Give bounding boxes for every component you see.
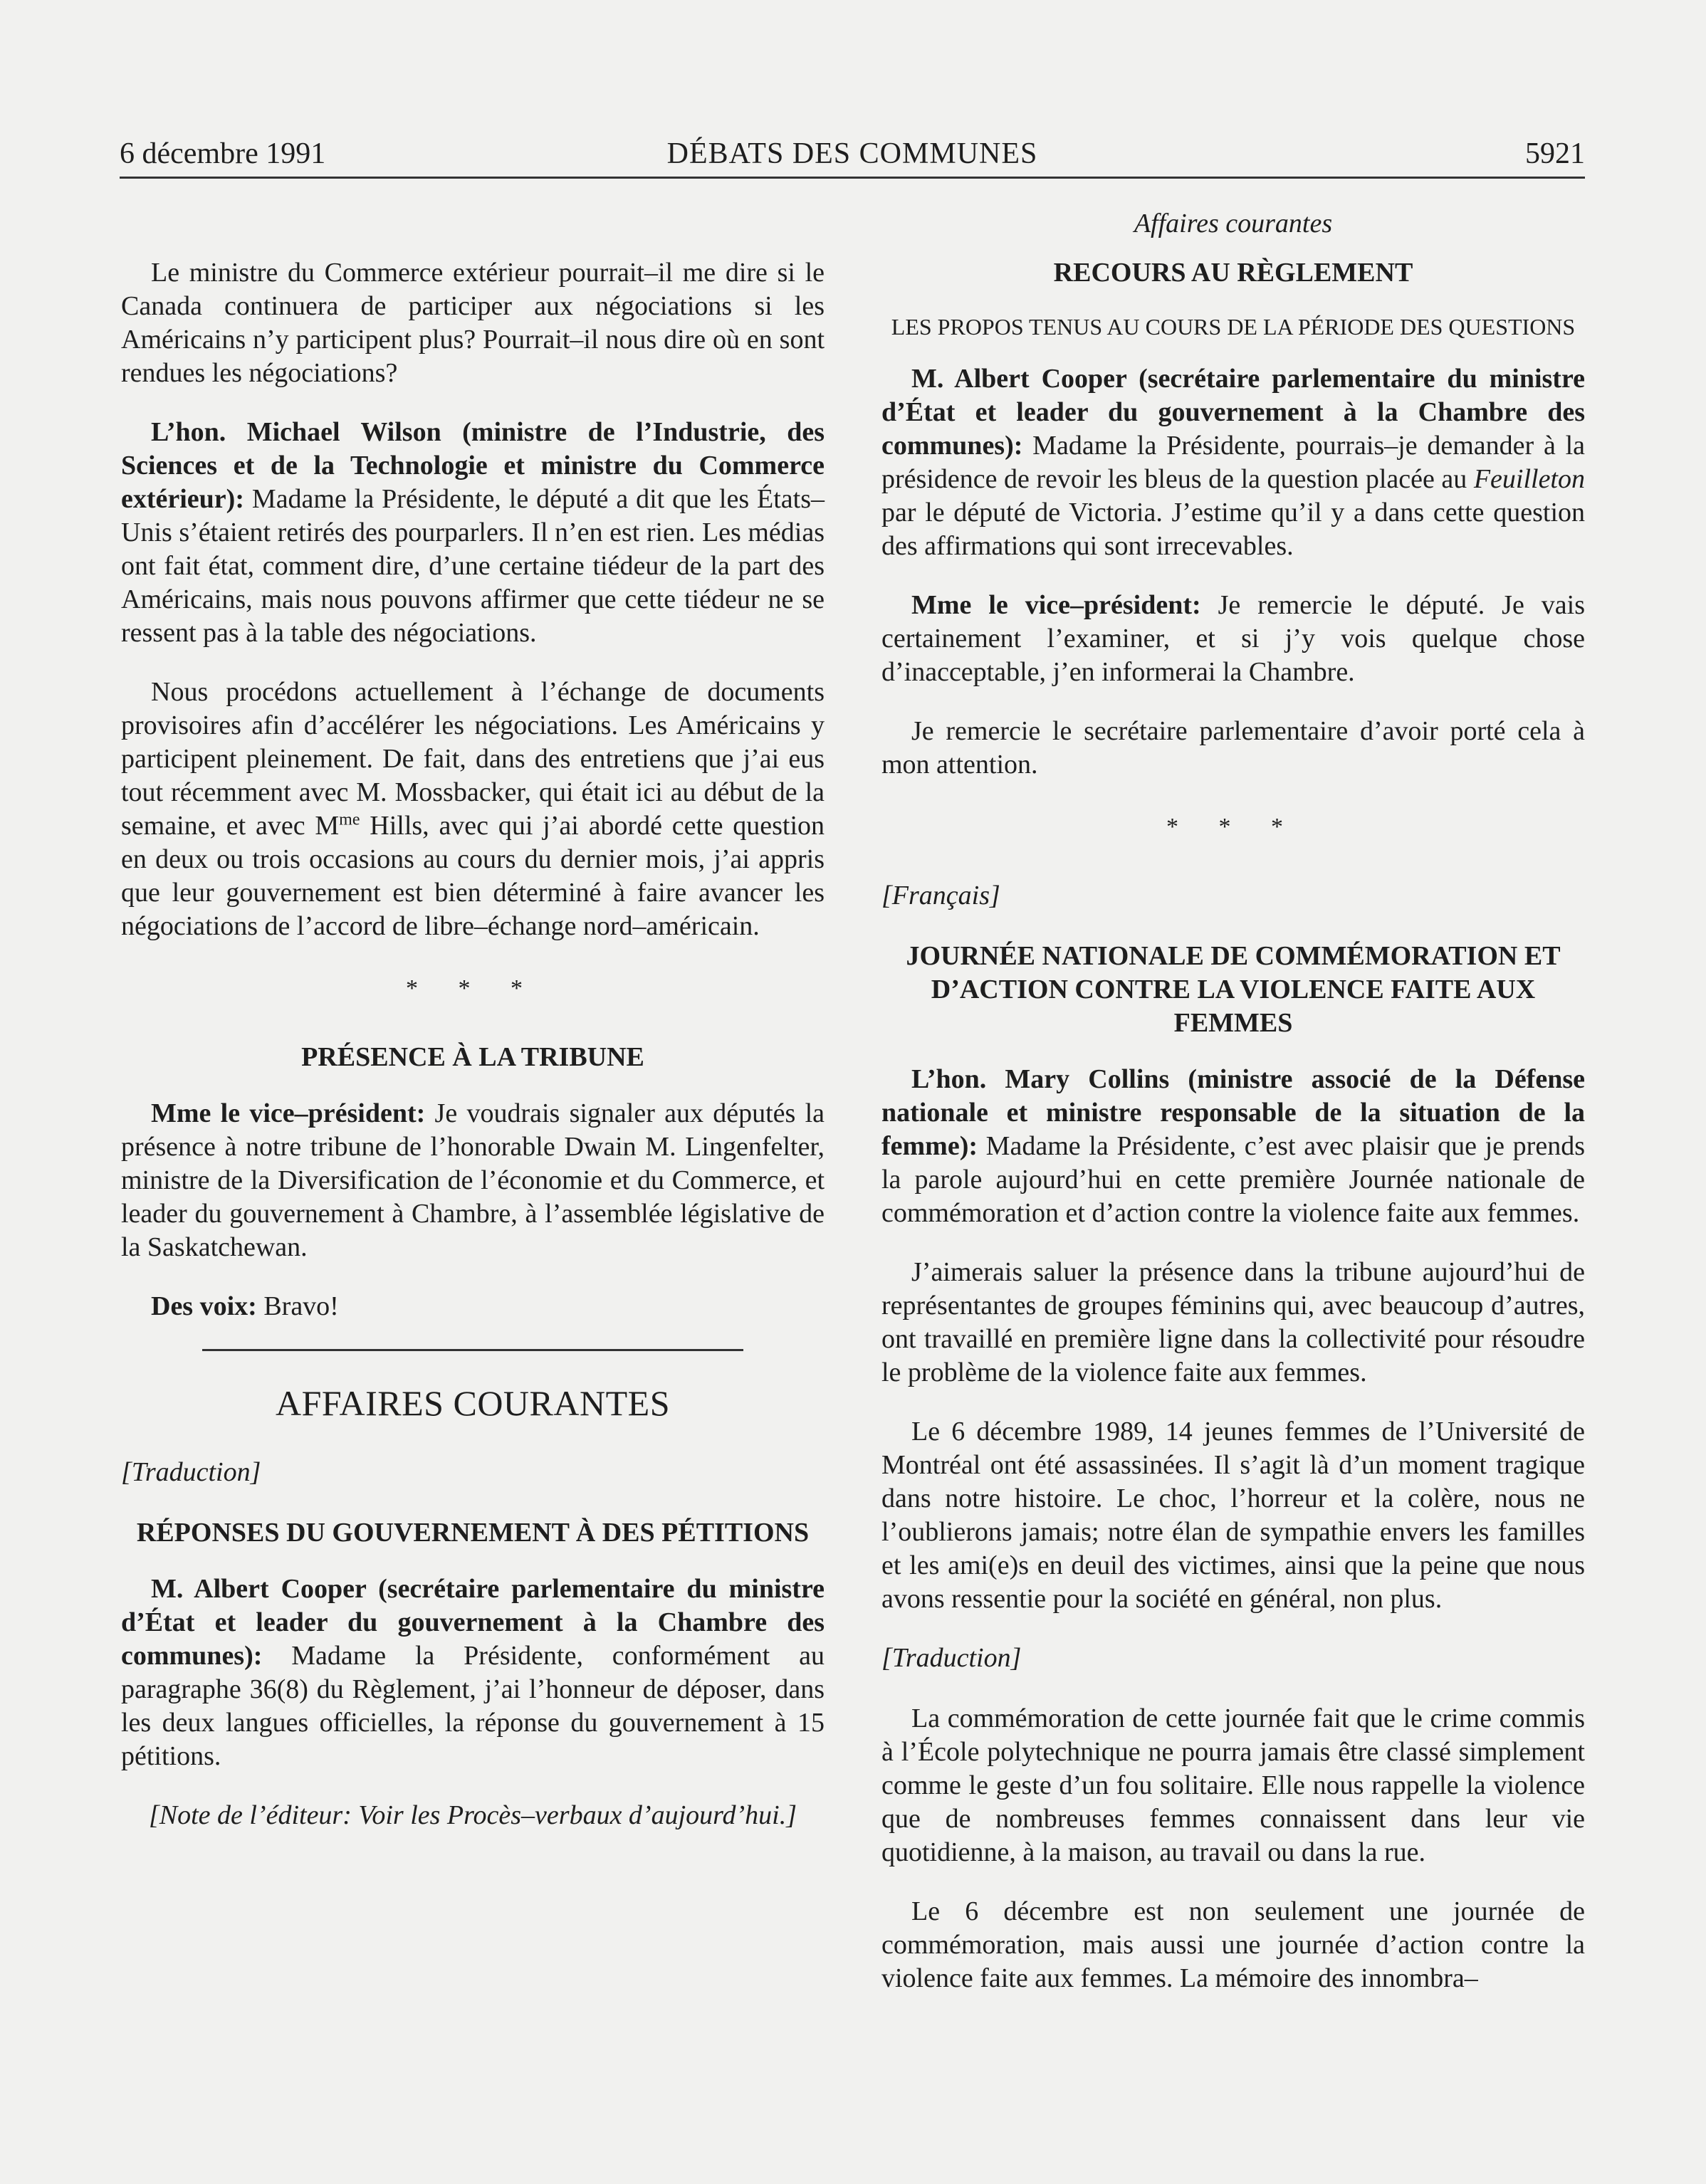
right-column xyxy=(881,256,1585,2021)
speaker-name: Mme le vice–président: xyxy=(911,590,1201,620)
speech-text: Madame la Présidente, conformément au paragraphe 36(8) du Règlement, j’ai l’honneur de déposer, dans les deux langues officielles, la réponse du gouvernement à 15 pétitions. xyxy=(121,1641,825,1771)
paragraph: Le ministre du Commerce extérieur pourrait–il me dire si le Canada continuera de participer aux négociations si les Américains n’y participent plus? Pourrait–il nous dire où en sont rendues les négociations? xyxy=(121,258,825,388)
paragraph xyxy=(881,362,1585,563)
speaker-name: M. Albert Cooper (secrétaire parlementaire du ministre d’État et leader du gouvernement à la Chambre des communes): xyxy=(121,1574,825,1671)
paragraph: Je remercie le secrétaire parlementaire d’avoir porté cela à mon attention. xyxy=(881,716,1585,779)
paragraph: J’aimerais saluer la présence dans la tribune aujourd’hui de représentantes de groupes féminins qui, avec beaucoup d’autres, ont travaillé en première ligne dans la collectivité pour résoudre le problème de la violence faite aux femmes. xyxy=(881,1257,1585,1387)
divider xyxy=(202,1349,743,1351)
speech-text: Hills, avec qui j’ai abordé cette question en deux ou trois occasions au cours du dernier mois, j’ai appris que leur gouvernement est bien déterminé à faire avancer les négociations de l’accord de libre–échange nord–américain. xyxy=(121,811,825,941)
speech-text: Madame la Présidente, pourrais–je demander à la présidence de revoir les bleus de la question placée au xyxy=(881,431,1585,494)
section-heading: JOURNÉE NATIONALE DE COMMÉMORATION ET D’ACTION CONTRE LA VIOLENCE FAITE AUX FEMMES xyxy=(906,941,1561,1038)
header-page-number: 5921 xyxy=(1525,137,1585,170)
speaker-name: L’hon. Mary Collins (ministre associé de la Défense nationale et ministre responsable de la situation de la femme): xyxy=(881,1064,1585,1161)
speech-text: Je voudrais signaler aux députés la présence à notre tribune de l’honorable Dwain M. Lingenfelter, ministre de la Diversification de l’économie et du Commerce, et leader du gouvernement à Chambre, à l’assemblée législative de la Saskatchewan. xyxy=(121,1098,825,1262)
paragraph xyxy=(121,416,825,650)
left-column xyxy=(121,256,825,1858)
editor-note: [Note de l’éditeur: Voir les Procès–verbaux d’aujourd’hui.] xyxy=(148,1800,797,1830)
sub-heading: LES PROPOS TENUS AU COURS DE LA PÉRIODE DES QUESTIONS xyxy=(891,314,1576,340)
italic-term: Feuilleton xyxy=(1473,464,1585,494)
section-heading: PRÉSENCE À LA TRIBUNE xyxy=(301,1042,644,1072)
page-header xyxy=(120,134,1585,179)
speech-text: Madame la Présidente, c’est avec plaisir que je prends la parole aujourd’hui en cette première Journée nationale de commémoration et d’action contre la violence faite aux femmes. xyxy=(881,1131,1585,1228)
speech-text: Je remercie le député. Je vais certainement l’examiner, et si j’y vois quelque chose d’inacceptable, j’en informerai la Chambre. xyxy=(881,590,1586,687)
speaker-name: M. Albert Cooper (secrétaire parlementaire du ministre d’État et leader du gouvernement à la Chambre des communes): xyxy=(881,364,1585,461)
speech-text: Nous procédons actuellement à l’échange de documents provisoires afin d’accélérer les négociations. Les Américains y participent pleinement. De fait, dans des entretiens que j’ai eus tout récemment avec M. Mossbacker, qui était ici au début de la semaine, et avec M xyxy=(121,677,825,841)
header-title: DÉBATS DES COMMUNES xyxy=(666,137,1038,170)
speaker-name: L’hon. Michael Wilson (ministre de l’Industrie, des Sciences et de la Technologie et ministre du Commerce extérieur): xyxy=(121,417,825,514)
paragraph: Le 6 décembre est non seulement une journée de commémoration, mais aussi une journée d’action contre la violence faite aux femmes. La mémoire des innombra– xyxy=(881,1896,1585,1993)
translation-marker: [Traduction] xyxy=(881,1643,1022,1673)
translation-marker: [Traduction] xyxy=(121,1457,261,1487)
superscript: me xyxy=(339,810,360,829)
paragraph: Le 6 décembre 1989, 14 jeunes femmes de l’Université de Montréal ont été assassinées. Il s’agit là d’un moment tragique dans notre histoire. Le choc, l’horreur et la colère, nous ne l’oublierons jamais; notre élan de sympathie envers les familles et les ami(e)s en deuil des victimes, ainsi que la peine que nous avons ressentie pour la société en général, non plus. xyxy=(881,1417,1585,1614)
language-marker: [Français] xyxy=(881,881,1000,910)
paragraph xyxy=(121,1097,825,1264)
section-separator: * * * xyxy=(406,975,540,1002)
speech-text: Madame la Présidente, le député a dit que les États–Unis s’étaient retirés des pourparlers. Il n’en est rien. Les médias ont fait état, comment dire, d’une certaine tiédeur de la part des Américains, mais nous pouvons affirmer que cette tiédeur ne se ressent pas à la table des négociations. xyxy=(121,484,825,648)
paragraph: La commémoration de cette journée fait que le crime commis à l’École polytechnique ne pourra jamais être classé simplement comme le geste d’un fou solitaire. Elle nous rappelle la violence que de nombreuses femmes connaissent dans leur vie quotidienne, à la maison, au travail ou dans la rue. xyxy=(881,1703,1585,1867)
paragraph xyxy=(121,1573,825,1773)
speaker-name: Des voix: xyxy=(151,1291,257,1321)
section-separator: * * * xyxy=(1166,814,1300,840)
speaker-name: Mme le vice–président: xyxy=(151,1098,426,1128)
speech-text: Bravo! xyxy=(256,1291,339,1321)
paragraph xyxy=(881,589,1585,689)
speech-text: par le député de Victoria. J’estime qu’il y a dans cette question des affirmations qui sont irrecevables. xyxy=(881,498,1585,561)
running-section-title: Affaires courantes xyxy=(1134,209,1333,238)
header-date: 6 décembre 1991 xyxy=(120,137,326,170)
major-heading: AFFAIRES COURANTES xyxy=(276,1383,670,1423)
paragraph xyxy=(121,676,825,943)
paragraph xyxy=(881,1063,1585,1230)
section-heading: RÉPONSES DU GOUVERNEMENT À DES PÉTITIONS xyxy=(136,1518,810,1548)
section-heading: RECOURS AU RÈGLEMENT xyxy=(1053,258,1413,288)
paragraph xyxy=(121,1290,825,1323)
